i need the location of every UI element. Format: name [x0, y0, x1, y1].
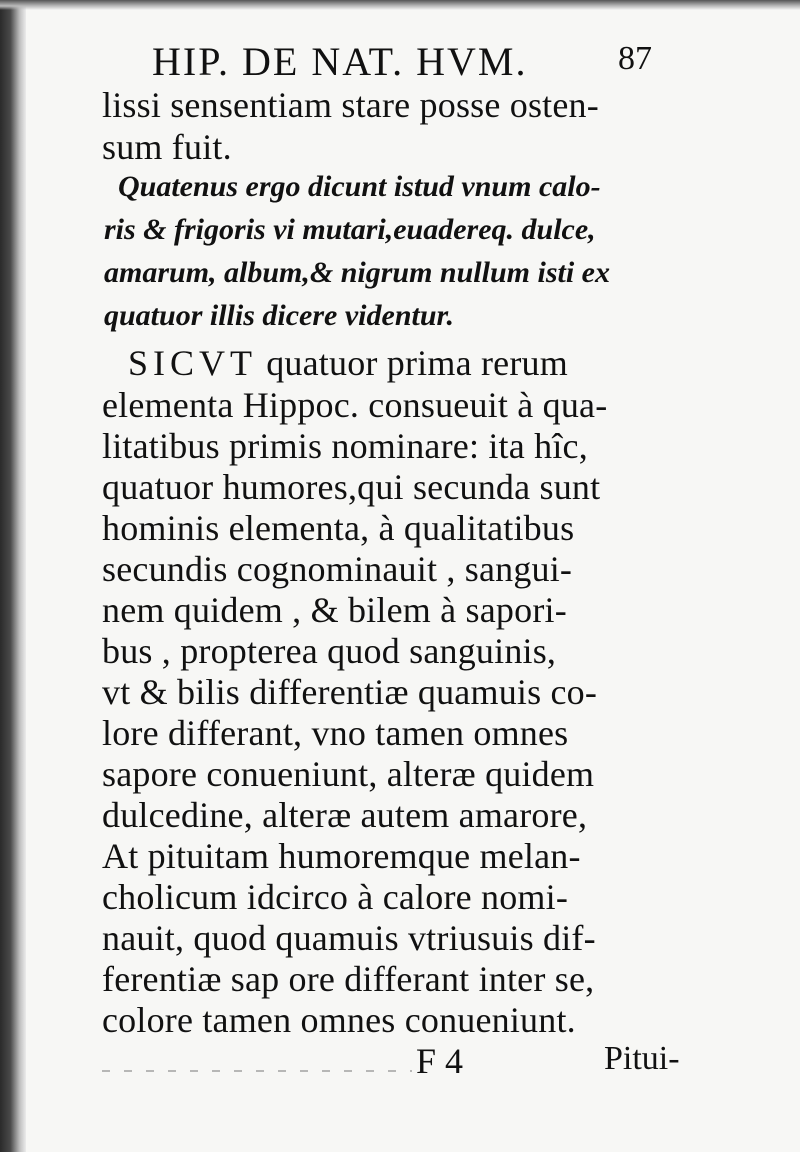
- book-binding-edge: [0, 0, 26, 1152]
- page-top-shadow: [0, 0, 800, 10]
- page-number: 87: [618, 40, 652, 77]
- bleed-through-mark: [102, 1070, 412, 1072]
- italic-line: quatuor illis dicere videntur.: [104, 299, 455, 332]
- signature-mark: F 4: [416, 1041, 464, 1081]
- running-head: HIP. DE NAT. HVM.: [152, 39, 528, 84]
- text-line: sapore conueniunt, alteræ quidem: [102, 754, 595, 794]
- text-line: At pituitam humoremque melan-: [102, 836, 581, 876]
- text-line: lore differant, vno tamen omnes: [102, 713, 569, 753]
- paragraph-initial-word: SICVT: [128, 343, 258, 383]
- text-line: nauit, quod quamuis vtriusuis dif-: [102, 918, 596, 958]
- text-line: cholicum idcirco à calore nomi-: [102, 877, 569, 917]
- text-line: dulcedine, alteræ autem amarore,: [102, 795, 588, 835]
- text-line: elementa Hippoc. consueuit à qua-: [102, 385, 608, 425]
- text-line: secundis cognominauit , sangui-: [102, 549, 573, 589]
- text-line: vt & bilis differentiæ quamuis co-: [102, 672, 598, 712]
- italic-line: ris & frigoris vi mutari,euadereq. dulce,: [104, 213, 596, 246]
- text-line: litatibus primis nominare: ita hîc,: [102, 426, 588, 466]
- italic-line: amarum, album,& nigrum nullum isti ex: [104, 256, 610, 289]
- text-line: quatuor prima rerum: [266, 343, 568, 383]
- text-line: quatuor humores,qui secunda sunt: [102, 467, 601, 507]
- paragraph-first-line: [128, 342, 568, 384]
- text-line: nem quidem , & bilem à sapori-: [102, 590, 567, 630]
- text-line: colore tamen omnes conueniunt.: [102, 1000, 576, 1040]
- text-line: bus , propterea quod sanguinis,: [102, 631, 557, 671]
- italic-line: Quatenus ergo dicunt istud vnum calo-: [118, 170, 601, 203]
- text-line: lissi sensentiam stare posse osten-: [102, 85, 599, 125]
- text-line: sum fuit.: [102, 127, 232, 167]
- text-line: hominis elementa, à qualitatibus: [102, 508, 575, 548]
- catchword: Pitui-: [604, 1040, 680, 1077]
- text-line: ferentiæ sap ore differant inter se,: [102, 959, 595, 999]
